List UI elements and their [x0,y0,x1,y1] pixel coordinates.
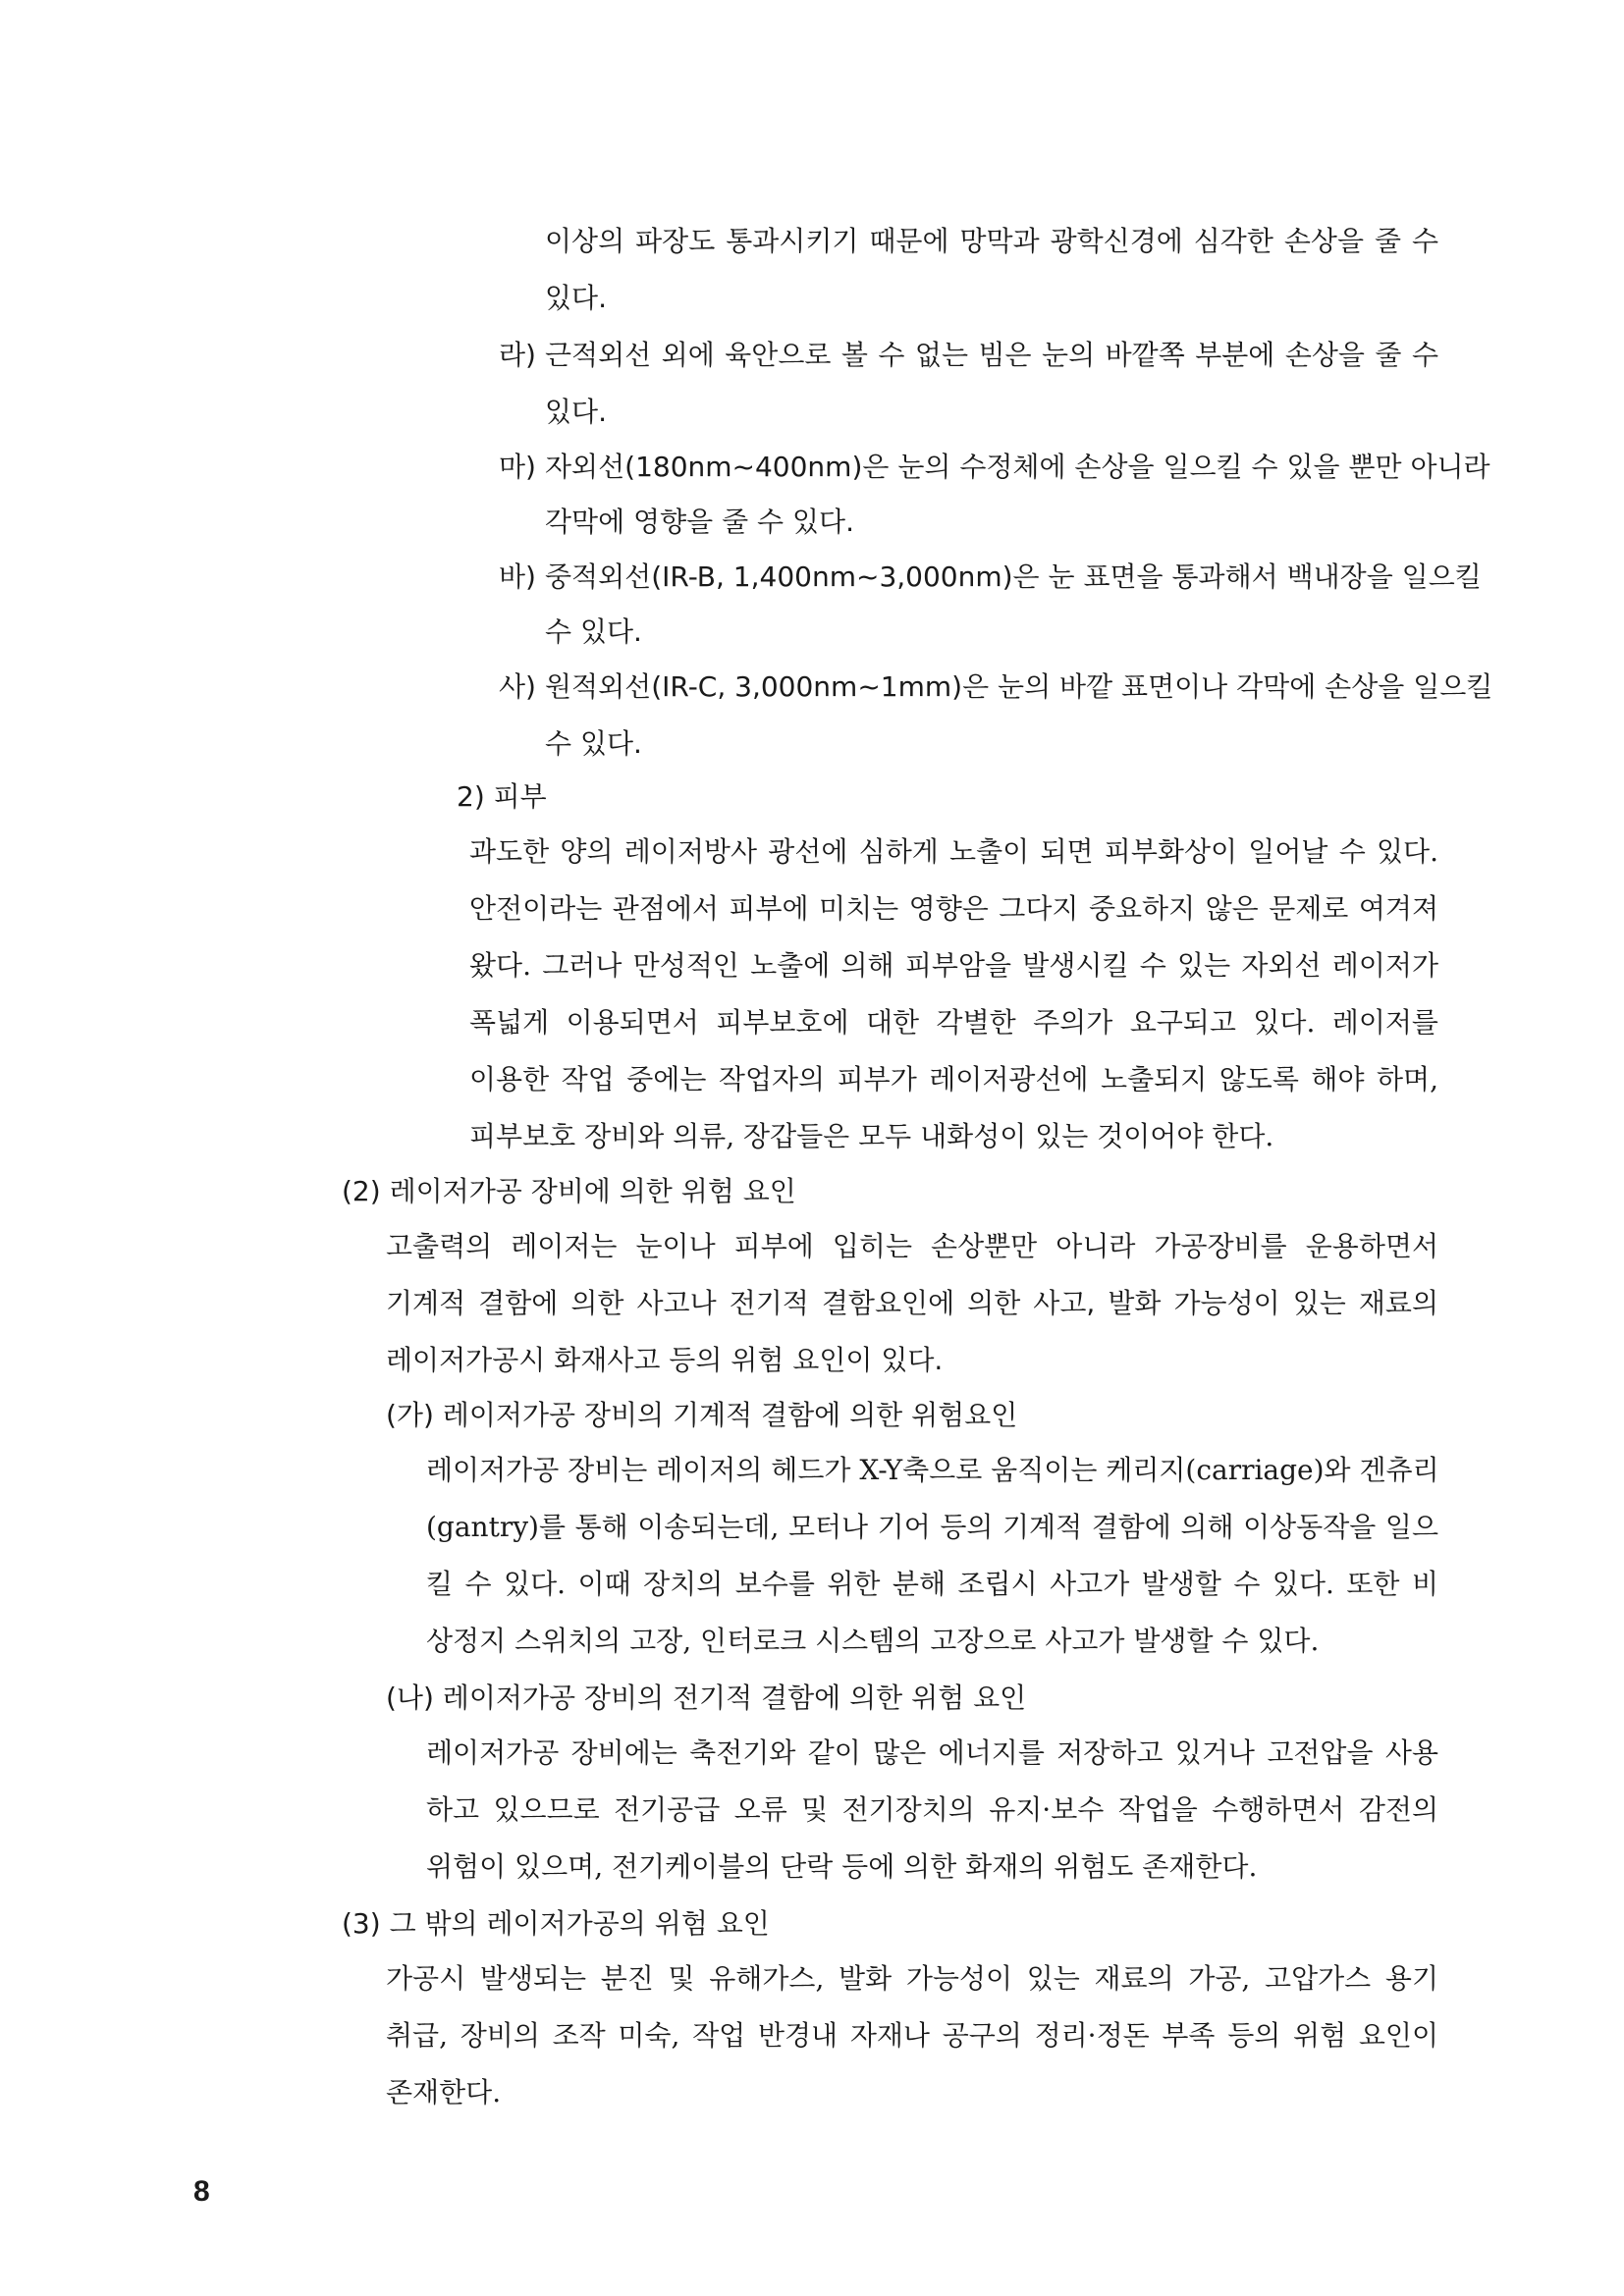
paragraph-line: 이용한 작업 중에는 작업자의 피부가 레이저광선에 노출되지 않도록 해야 하며, [469,1063,1438,1095]
list-marker: 마) [499,451,536,483]
paragraph-line: 레이저가공시 화재사고 등의 위험 요인이 있다. [386,1344,944,1376]
paragraph-line: 과도한 양의 레이저방사 광선에 심하게 노출이 되면 피부화상이 일어날 수 있다. [469,835,1438,868]
section-heading-2: (2) 레이저가공 장비에 의한 위험 요인 [342,1175,796,1207]
eye-list-line: 수 있다. [545,727,642,760]
list-marker: 바) [499,561,536,593]
paragraph-line: 왔다. 그러나 만성적인 노출에 의해 피부암을 발생시킬 수 있는 자외선 레이저가 [469,949,1438,982]
paragraph-line: 하고 있으므로 전기공급 오류 및 전기장치의 유지·보수 작업을 수행하면서 감전의 [426,1793,1438,1826]
paragraph-line: 피부보호 장비와 의류, 장갑들은 모두 내화성이 있는 것이어야 한다. [469,1120,1274,1152]
subsection-heading-na: (나) 레이저가공 장비의 전기적 결함에 의한 위험 요인 [386,1682,1027,1714]
paragraph-line: 기계적 결함에 의한 사고나 전기적 결함요인에 의한 사고, 발화 가능성이 있는 재료의 [386,1287,1438,1319]
list-marker: 라) [499,339,536,371]
paragraph-line: 레이저가공 장비에는 축전기와 같이 많은 에너지를 저장하고 있거나 고전압을 사용 [426,1736,1438,1769]
subsection-heading-ga: (가) 레이저가공 장비의 기계적 결함에 의한 위험요인 [386,1399,1018,1431]
section-heading-3: (3) 그 밖의 레이저가공의 위험 요인 [342,1907,770,1940]
paragraph-line: 상정지 스위치의 고장, 인터로크 시스템의 고장으로 사고가 발생할 수 있다. [426,1625,1320,1657]
paragraph-line: 존재한다. [386,2076,502,2109]
eye-list-line: 있다. [545,282,607,314]
eye-list-item-ra: 근적외선 외에 육안으로 볼 수 없는 빔은 눈의 바깥쪽 부분에 손상을 줄 수 [545,339,1438,371]
eye-list-item-sa: 원적외선(IR-C, 3,000nm~1mm)은 눈의 바깥 표면이나 각막에 손상을 일으킬 [545,670,1493,703]
paragraph-line: 킬 수 있다. 이때 장치의 보수를 위한 분해 조립시 사고가 발생할 수 있다. 또한 비 [426,1568,1438,1600]
eye-list-item-ba: 중적외선(IR-B, 1,400nm~3,000nm)은 눈 표면을 통과해서 백내장을 일으킬 [545,561,1482,593]
paragraph-line: 위험이 있으며, 전기케이블의 단락 등에 의한 화재의 위험도 존재한다. [426,1850,1258,1883]
paragraph-line: 레이저가공 장비는 레이저의 헤드가 X-Y축으로 움직이는 케리지(carriage)와 겐츄리 [426,1454,1439,1486]
eye-list-line: 이상의 파장도 통과시키기 때문에 망막과 광학신경에 심각한 손상을 줄 수 [545,225,1439,257]
eye-list-line: 수 있다. [545,615,642,648]
paragraph-line: 취급, 장비의 조작 미숙, 작업 반경내 자재나 공구의 정리·정돈 부족 등의 위험 요인이 [386,2019,1438,2052]
paragraph-line: 폭넓게 이용되면서 피부보호에 대한 각별한 주의가 요구되고 있다. 레이저를 [469,1006,1438,1039]
paragraph-line: 가공시 발생되는 분진 및 유해가스, 발화 가능성이 있는 재료의 가공, 고압가스 용기 [386,1962,1438,1995]
paragraph-line: 안전이라는 관점에서 피부에 미치는 영향은 그다지 중요하지 않은 문제로 여겨져 [469,892,1438,925]
page-number: 8 [193,2175,210,2208]
eye-list-item-ma: 자외선(180nm~400nm)은 눈의 수정체에 손상을 일으킬 수 있을 뿐만 아니라 [545,451,1490,483]
subsection-heading-skin: 2) 피부 [457,780,547,813]
eye-list-line: 각막에 영향을 줄 수 있다. [545,506,854,538]
list-marker: 사) [499,670,536,703]
paragraph-line: 고출력의 레이저는 눈이나 피부에 입히는 손상뿐만 아니라 가공장비를 운용하면서 [386,1230,1438,1262]
paragraph-line: (gantry)를 통해 이송되는데, 모터나 기어 등의 기계적 결함에 의해 이상동작을 일으 [426,1511,1438,1543]
eye-list-line: 있다. [545,396,607,428]
